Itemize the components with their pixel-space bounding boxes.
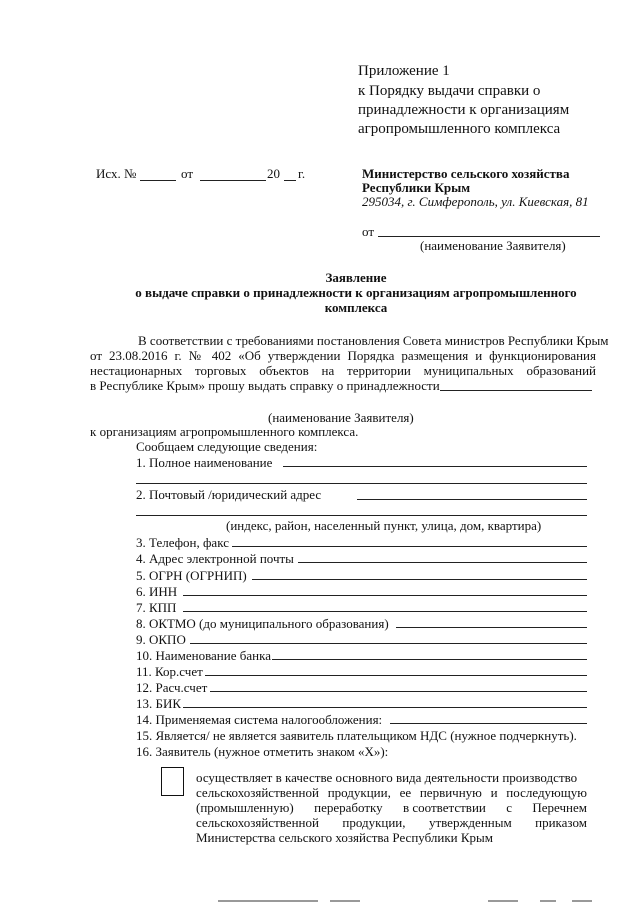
field-cor-account-line[interactable] xyxy=(205,675,587,676)
title-line-1: Заявление xyxy=(325,270,387,285)
field-full-name-line[interactable] xyxy=(283,466,587,467)
field-inn-label: 6. ИНН xyxy=(136,584,178,599)
outgoing-g: г. xyxy=(298,166,306,181)
field-inn-line[interactable] xyxy=(183,595,587,596)
title-line-3: комплекса xyxy=(324,300,388,315)
option-line-4d: приказом xyxy=(535,815,587,830)
field-postal-address-line[interactable] xyxy=(357,499,587,500)
body-p1-line-3 xyxy=(90,363,596,379)
body-p3: Сообщаем следующие сведения: xyxy=(136,439,318,454)
field-vat-label: 15. Является/ не является заявитель плательщиком НДС (нужное подчеркнуть). xyxy=(136,728,577,743)
applicant-name-line-top xyxy=(378,236,600,237)
field-oktmo-line[interactable] xyxy=(396,627,587,628)
option-line-4b: продукции, xyxy=(342,815,406,830)
outgoing-ot: от xyxy=(181,166,194,181)
applicant-type-checkbox[interactable] xyxy=(161,767,184,796)
option-line-4c: утвержденным xyxy=(428,815,512,830)
applicant-caption-body: (наименование Заявителя) xyxy=(268,410,414,425)
addressee-address: 295034, г. Симферополь, ул. Киевская, 81 xyxy=(362,194,589,209)
field-full-name-label: 1. Полное наименование xyxy=(136,455,273,470)
field-kpp-label: 7. КПП xyxy=(136,600,177,615)
option-line-3c: в соответствии xyxy=(403,800,486,815)
field-phone-line[interactable] xyxy=(232,546,587,547)
scan-noise-5 xyxy=(572,900,592,902)
body-p1-line-4: в Республике Крым» прошу выдать справку о принадлежности xyxy=(90,378,440,393)
outgoing-year: 20 xyxy=(267,166,280,181)
option-line-4 xyxy=(196,815,587,831)
body-p2: к организациям агропромышленного комплекса. xyxy=(90,424,359,439)
field-bank-label: 10. Наименование банка xyxy=(136,648,271,663)
body-p1-line-2-text: от 23.08.2016 г. № 402 «Об утверждении Порядка размещения и функционирования xyxy=(90,348,596,363)
applicant-name-line-body xyxy=(440,390,592,391)
field-ogrn-label: 5. ОГРН (ОГРНИП) xyxy=(136,568,247,583)
addressee-from: от xyxy=(362,224,375,239)
outgoing-prefix: Исх. № xyxy=(96,166,137,181)
option-line-3e: Перечнем xyxy=(532,800,587,815)
field-okpo-label: 9. ОКПО xyxy=(136,632,186,647)
field-tax-system-line[interactable] xyxy=(390,723,587,724)
option-line-3d: с xyxy=(506,800,513,815)
option-line-3 xyxy=(196,800,587,816)
field-postal-address-label: 2. Почтовый /юридический адрес xyxy=(136,487,322,502)
field-postal-address-line-2[interactable] xyxy=(136,515,587,516)
field-cor-account-label: 11. Кор.счет xyxy=(136,664,203,679)
option-line-1: осуществляет в качестве основного вида деятельности производство xyxy=(196,770,578,785)
field-ogrn-line[interactable] xyxy=(252,579,587,580)
field-kpp-line[interactable] xyxy=(183,611,587,612)
addressee-line-2: Республики Крым xyxy=(362,180,471,195)
field-bik-line[interactable] xyxy=(183,707,587,708)
option-line-2 xyxy=(196,785,587,801)
outgoing-number-line xyxy=(140,180,176,181)
appendix-line-2: к Порядку выдачи справки о xyxy=(358,83,541,99)
field-applicant-type-label: 16. Заявитель (нужное отметить знаком «Х»): xyxy=(136,744,389,759)
address-caption: (индекс, район, населенный пункт, улица, дом, квартира) xyxy=(226,518,542,533)
outgoing-year-line xyxy=(284,180,296,181)
appendix-line-3: принадлежности к организациям xyxy=(358,102,570,118)
appendix-line-1: Приложение 1 xyxy=(358,63,450,79)
field-full-name-line-2[interactable] xyxy=(136,483,587,484)
option-line-2-text: сельскохозяйственной продукции, ее первичную и последующую xyxy=(196,785,587,800)
scan-noise-3 xyxy=(488,900,518,902)
field-email-label: 4. Адрес электронной почты xyxy=(136,551,294,566)
field-account-label: 12. Расч.счет xyxy=(136,680,208,695)
body-p1-line-2 xyxy=(90,348,596,364)
field-phone-label: 3. Телефон, факс xyxy=(136,535,229,550)
title-line-2: о выдаче справки о принадлежности к организациям агропромышленного xyxy=(135,285,577,300)
outgoing-date-line xyxy=(200,180,266,181)
scan-noise-1 xyxy=(218,900,318,902)
appendix-line-4: агропромышленного комплекса xyxy=(358,121,561,137)
field-bik-label: 13. БИК xyxy=(136,696,182,711)
field-oktmo-label: 8. ОКТМО (до муниципального образования) xyxy=(136,616,389,631)
option-line-3a: (промышленную) xyxy=(196,800,294,815)
addressee-line-1: Министерство сельского хозяйства xyxy=(362,166,570,181)
scan-noise-4 xyxy=(540,900,556,902)
field-account-line[interactable] xyxy=(210,691,587,692)
field-email-line[interactable] xyxy=(298,562,587,563)
field-bank-line[interactable] xyxy=(272,659,587,660)
scan-noise-2 xyxy=(330,900,360,902)
option-line-5: Министерства сельского хозяйства Республики Крым xyxy=(196,830,494,845)
option-line-4a: сельскохозяйственной xyxy=(196,815,319,830)
field-tax-system-label: 14. Применяемая система налогообложения: xyxy=(136,712,383,727)
option-line-3b: переработку xyxy=(314,800,383,815)
field-okpo-line[interactable] xyxy=(190,643,587,644)
body-p1-line-3-text: нестационарных торговых объектов на территории муниципальных образований xyxy=(90,363,596,378)
applicant-caption-top: (наименование Заявителя) xyxy=(420,238,566,253)
body-p1-line-1: В соответствии с требованиями постановления Совета министров Республики Крым xyxy=(138,333,609,348)
